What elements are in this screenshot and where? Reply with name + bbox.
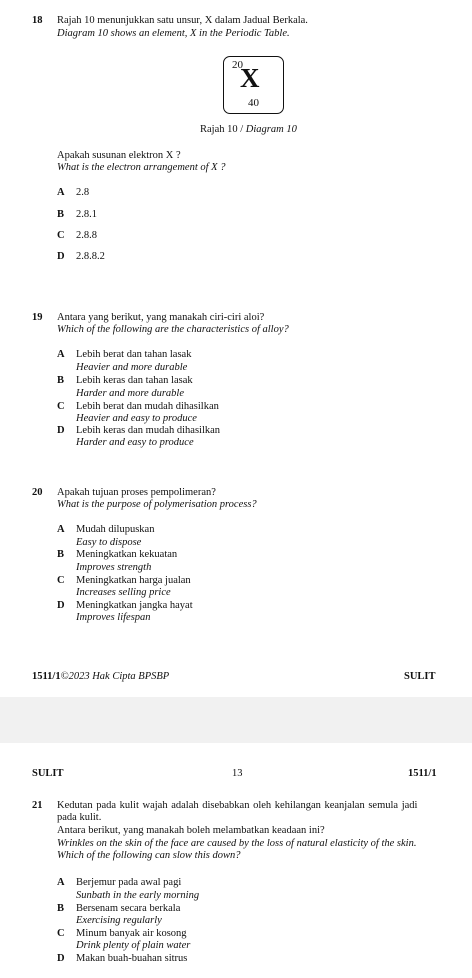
element-x-box: [223, 56, 284, 114]
option-text-english: Exercising regularly: [76, 915, 162, 926]
page-number: 13: [232, 768, 243, 779]
question-stem-english-line1: Wrinkles on the skin of the face are caused by the loss of natural elasticity of the skin.: [57, 838, 417, 849]
option-text-malay: Lebih berat dan tahan lasak: [76, 349, 192, 360]
option-letter: D: [57, 425, 65, 436]
option-text-malay: Berjemur pada awal pagi: [76, 877, 182, 888]
option-text-english: Drink plenty of plain water: [76, 940, 191, 951]
option-letter: B: [57, 375, 65, 386]
question-number: 21: [32, 800, 43, 811]
proton-number: 20: [232, 59, 243, 71]
option-letter: C: [57, 575, 65, 586]
option-letter: A: [57, 877, 65, 888]
option-text-english: Harder and more durable: [76, 388, 185, 399]
diagram-caption: [200, 124, 297, 135]
question-stem-malay: Antara yang berikut, yang manakah ciri-ciri aloi?: [57, 312, 265, 323]
question-stem-malay: Rajah 10 menunjukkan satu unsur, X dalam Jadual Berkala.: [57, 15, 308, 26]
option-letter: D: [57, 953, 65, 964]
footer-copyright-text: ©2023 Hak Cipta BPSBP: [60, 671, 170, 682]
question-stem-malay: Apakah tujuan proses pempolimeran?: [57, 487, 216, 498]
header-code: 1511/1: [408, 768, 437, 779]
option-letter: D: [57, 600, 65, 611]
option-text-malay: Lebih keras dan mudah dihasilkan: [76, 425, 221, 436]
question-number: 18: [32, 15, 43, 26]
option-text-malay: Meningkatkan jangka hayat: [76, 600, 193, 611]
option-text-malay: Minum banyak air kosong: [76, 928, 187, 939]
caption-english: Diagram 10: [245, 124, 297, 135]
option-text-english: Harder and easy to produce: [76, 437, 194, 448]
question-stem-english: Diagram 10 shows an element, X in the Periodic Table.: [57, 28, 290, 39]
footer-sulit: SULIT: [404, 671, 436, 682]
header-sulit: SULIT: [32, 768, 64, 779]
option-letter: D: [57, 251, 65, 262]
option-text-malay: Lebih keras dan tahan lasak: [76, 375, 193, 386]
footer-copyright: [32, 671, 169, 682]
option-text-english: Sunbath in the early morning: [76, 890, 200, 901]
option-letter: B: [57, 549, 65, 560]
option-text-english: Heavier and easy to produce: [76, 413, 197, 424]
question-stem-malay-line1: Kedutan pada kulit wajah adalah disebabkan oleh kehilangan keanjalan semula jadi: [57, 800, 418, 811]
option-text: 2.8: [76, 187, 90, 198]
nucleon-number: 40: [248, 97, 259, 109]
question-stem-english: What is the purpose of polymerisation process?: [57, 499, 257, 510]
option-letter: C: [57, 401, 65, 412]
element-symbol: X: [240, 63, 260, 93]
option-text-malay: Meningkatkan kekuatan: [76, 549, 178, 560]
footer-code: 1511/1: [32, 671, 61, 682]
option-letter: A: [57, 349, 65, 360]
option-text-english: Easy to dispose: [76, 537, 142, 548]
question-number: 19: [32, 312, 43, 323]
sub-question-malay: Apakah susunan elektron X ?: [57, 150, 181, 161]
option-text-english: Improves lifespan: [76, 612, 151, 623]
option-text-english: Heavier and more durable: [76, 362, 188, 373]
option-text: 2.8.1: [76, 209, 97, 220]
option-text-malay: Makan buah-buahan sitrus: [76, 953, 188, 964]
question-stem-english: Which of the following are the characteristics of alloy?: [57, 324, 289, 335]
option-text-english: Increases selling price: [76, 587, 171, 598]
option-letter: A: [57, 524, 65, 535]
option-letter: C: [57, 928, 65, 939]
question-stem-malay-line2: pada kulit.: [57, 812, 102, 823]
question-stem-english-line2: Which of the following can slow this down?: [57, 850, 241, 861]
question-stem-malay-line3: Antara berikut, yang manakah boleh melambatkan keadaan ini?: [57, 825, 325, 836]
option-text-english: Improves strength: [76, 562, 152, 573]
option-text-malay: Mudah dilupuskan: [76, 524, 155, 535]
page-break: [0, 697, 472, 743]
sub-question-english: What is the electron arrangement of X ?: [57, 162, 226, 173]
question-number: 20: [32, 487, 43, 498]
option-text: 2.8.8.2: [76, 251, 105, 262]
option-text-malay: Bersenam secara berkala: [76, 903, 181, 914]
option-letter: C: [57, 230, 65, 241]
caption-malay: Rajah 10 /: [200, 124, 246, 135]
option-letter: B: [57, 903, 65, 914]
option-text: 2.8.8: [76, 230, 97, 241]
option-text-malay: Lebih berat dan mudah dihasilkan: [76, 401, 219, 412]
option-text-malay: Meningkatkan harga jualan: [76, 575, 191, 586]
option-letter: A: [57, 187, 65, 198]
option-letter: B: [57, 209, 65, 220]
